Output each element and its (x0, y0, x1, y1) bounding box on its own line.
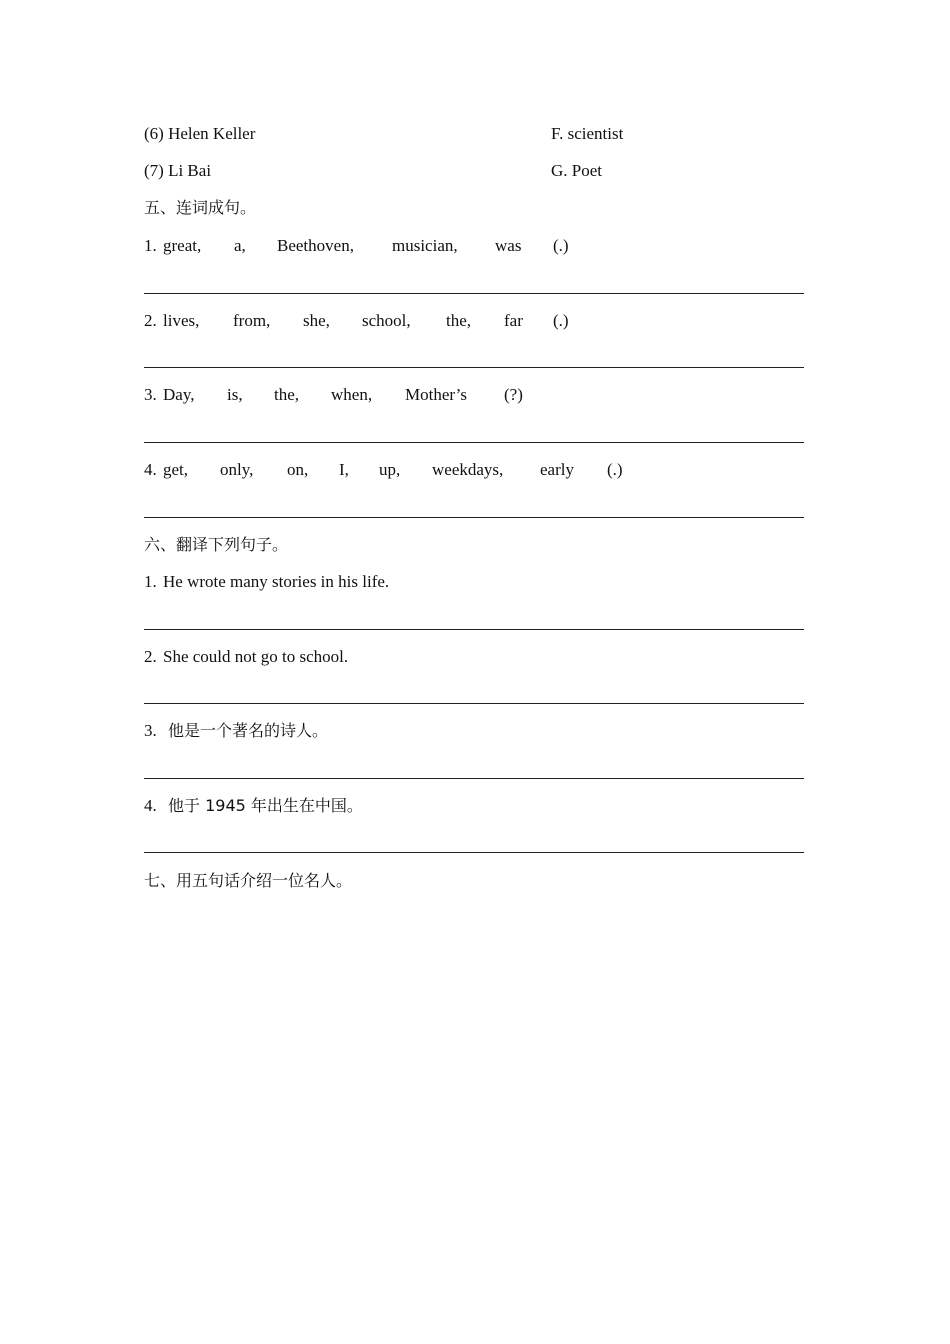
s5-word: the, (274, 385, 300, 404)
answer-line[interactable] (144, 293, 804, 294)
s6-item-text: 他于 1945 年出生在中国。 (168, 796, 363, 815)
s5-word: is, (227, 385, 243, 404)
match-left-6: (6) Helen Keller (144, 124, 256, 143)
s5-word: when, (331, 385, 373, 404)
s5-word: (?) (504, 385, 523, 404)
s5-item-number: 4. (144, 460, 157, 479)
s5-word: a, (234, 236, 246, 255)
answer-line[interactable] (144, 517, 804, 518)
s5-word: weekdays, (432, 460, 504, 479)
s5-item-number: 3. (144, 385, 157, 404)
answer-line[interactable] (144, 852, 804, 853)
s5-word: was (495, 236, 522, 255)
s5-word: she, (303, 311, 330, 330)
match-left-7: (7) Li Bai (144, 161, 212, 180)
s5-word: musician, (392, 236, 458, 255)
s5-word: lives, (163, 311, 200, 330)
s5-item-number: 2. (144, 311, 157, 330)
s6-item-number: 2. (144, 647, 157, 666)
s6-item-text: 他是一个著名的诗人。 (168, 721, 329, 740)
s6-item-text: He wrote many stories in his life. (163, 572, 390, 591)
s5-word: get, (163, 460, 189, 479)
s6-item-text: She could not go to school. (163, 647, 349, 666)
s6-item-number: 1. (144, 572, 157, 591)
s5-word: Day, (163, 385, 195, 404)
s5-word: from, (233, 311, 271, 330)
section-six-title: 六、翻译下列句子。 (144, 535, 289, 554)
answer-line[interactable] (144, 367, 804, 368)
answer-line[interactable] (144, 778, 804, 779)
s5-word: Mother’s (405, 385, 468, 404)
answer-line[interactable] (144, 442, 804, 443)
section-seven-title: 七、用五句话介绍一位名人。 (144, 871, 353, 890)
answer-line[interactable] (144, 629, 804, 630)
s6-item-number: 3. (144, 721, 157, 740)
match-right-g: G. Poet (551, 161, 602, 180)
s5-word: only, (220, 460, 254, 479)
s5-word: the, (446, 311, 472, 330)
s5-item-number: 1. (144, 236, 157, 255)
s5-word: far (504, 311, 523, 330)
s5-word: Beethoven, (277, 236, 354, 255)
section-five-title: 五、连词成句。 (144, 198, 257, 217)
s5-word: early (540, 460, 574, 479)
s5-word: up, (379, 460, 401, 479)
s5-word: on, (287, 460, 309, 479)
s5-word: (.) (607, 460, 623, 479)
s6-item-number: 4. (144, 796, 157, 815)
s5-word: (.) (553, 236, 569, 255)
answer-line[interactable] (144, 703, 804, 704)
s5-word: great, (163, 236, 202, 255)
s5-word: (.) (553, 311, 569, 330)
s5-word: school, (362, 311, 411, 330)
s5-word: I, (339, 460, 349, 479)
match-right-f: F. scientist (551, 124, 624, 143)
